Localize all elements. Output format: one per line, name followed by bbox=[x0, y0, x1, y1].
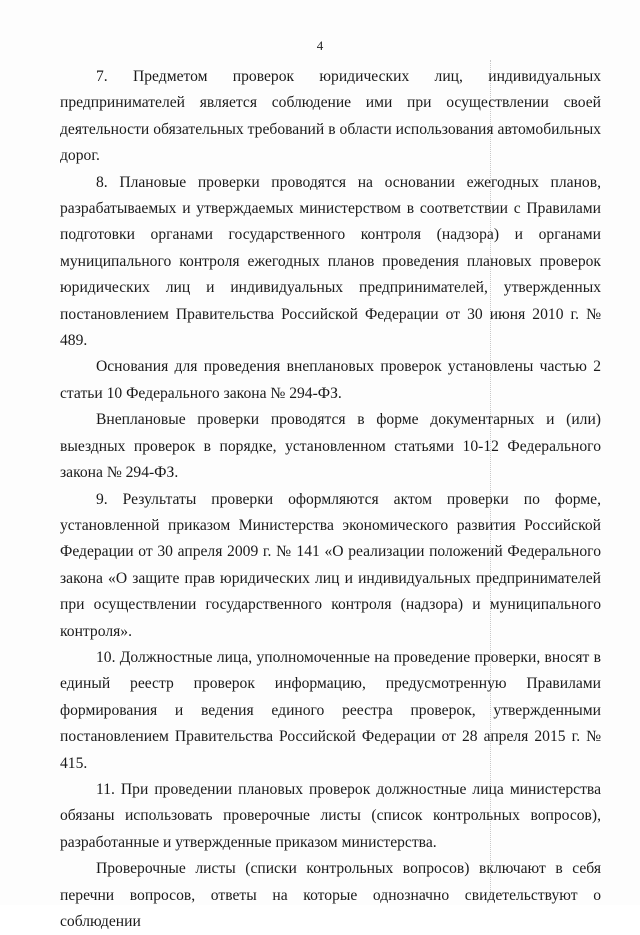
paragraph-unscheduled-form: Внеплановые проверки проводятся в форме документарных и (или) выездных проверок в порядке, установленном статьями 10-12 Федерального закона № 294-ФЗ. bbox=[60, 411, 601, 482]
paragraph-11: 11. При проведении плановых проверок должностные лица министерства обязаны использовать проверочные листы (список контрольных вопросов), разработанные и утвержденные приказом министерства. bbox=[60, 780, 601, 851]
paragraph-8: 8. Плановые проверки проводятся на основании ежегодных планов, разрабатываемых и утверждаемых министерством в соответствии с Правилами подготовки органами государственного контроля (надзора) и органами муниципального контроля ежегодных планов проведения плановых проверок юридических лиц и индивидуальных предпринимателей, утвержденных постановлением Правительства Российской Федерации от 30 июня 2010 г. № 489. bbox=[60, 173, 601, 350]
paragraph-unscheduled-grounds: Основания для проведения внеплановых проверок установлены частью 2 статьи 10 Федерального закона № 294-ФЗ. bbox=[60, 358, 601, 402]
paragraph-checklists: Проверочные листы (списки контрольных вопросов) включают в себя перечни вопросов, ответы на которые однозначно свидетельствуют о соблюдении bbox=[60, 860, 601, 930]
paragraph-9: 9. Результаты проверки оформляются актом проверки по форме, установленной приказом Министерства экономического развития Российской Федерации от 30 апреля 2009 г. № 141 «О реализации положений Федерального закона «О защите прав юридических лиц и индивидуальных предпринимателей при осуществлении государственного контроля (надзора) и муниципального контроля». bbox=[60, 490, 601, 640]
paragraph-10: 10. Должностные лица, уполномоченные на проведение проверки, вносят в единый реестр проверок информацию, предусмотренную Правилами формирования и ведения единого реестра проверок, утвержденными постановлением Правительства Российской Федерации от 28 апреля 2015 г. № 415. bbox=[60, 648, 601, 772]
paragraph-7: 7. Предметом проверок юридических лиц, индивидуальных предпринимателей является соблюдение ими при осуществлении своей деятельности обязательных требований в области использования автомобильных дорог. bbox=[60, 68, 601, 165]
page-number: 4 bbox=[316, 38, 324, 53]
document-body bbox=[60, 64, 601, 935]
